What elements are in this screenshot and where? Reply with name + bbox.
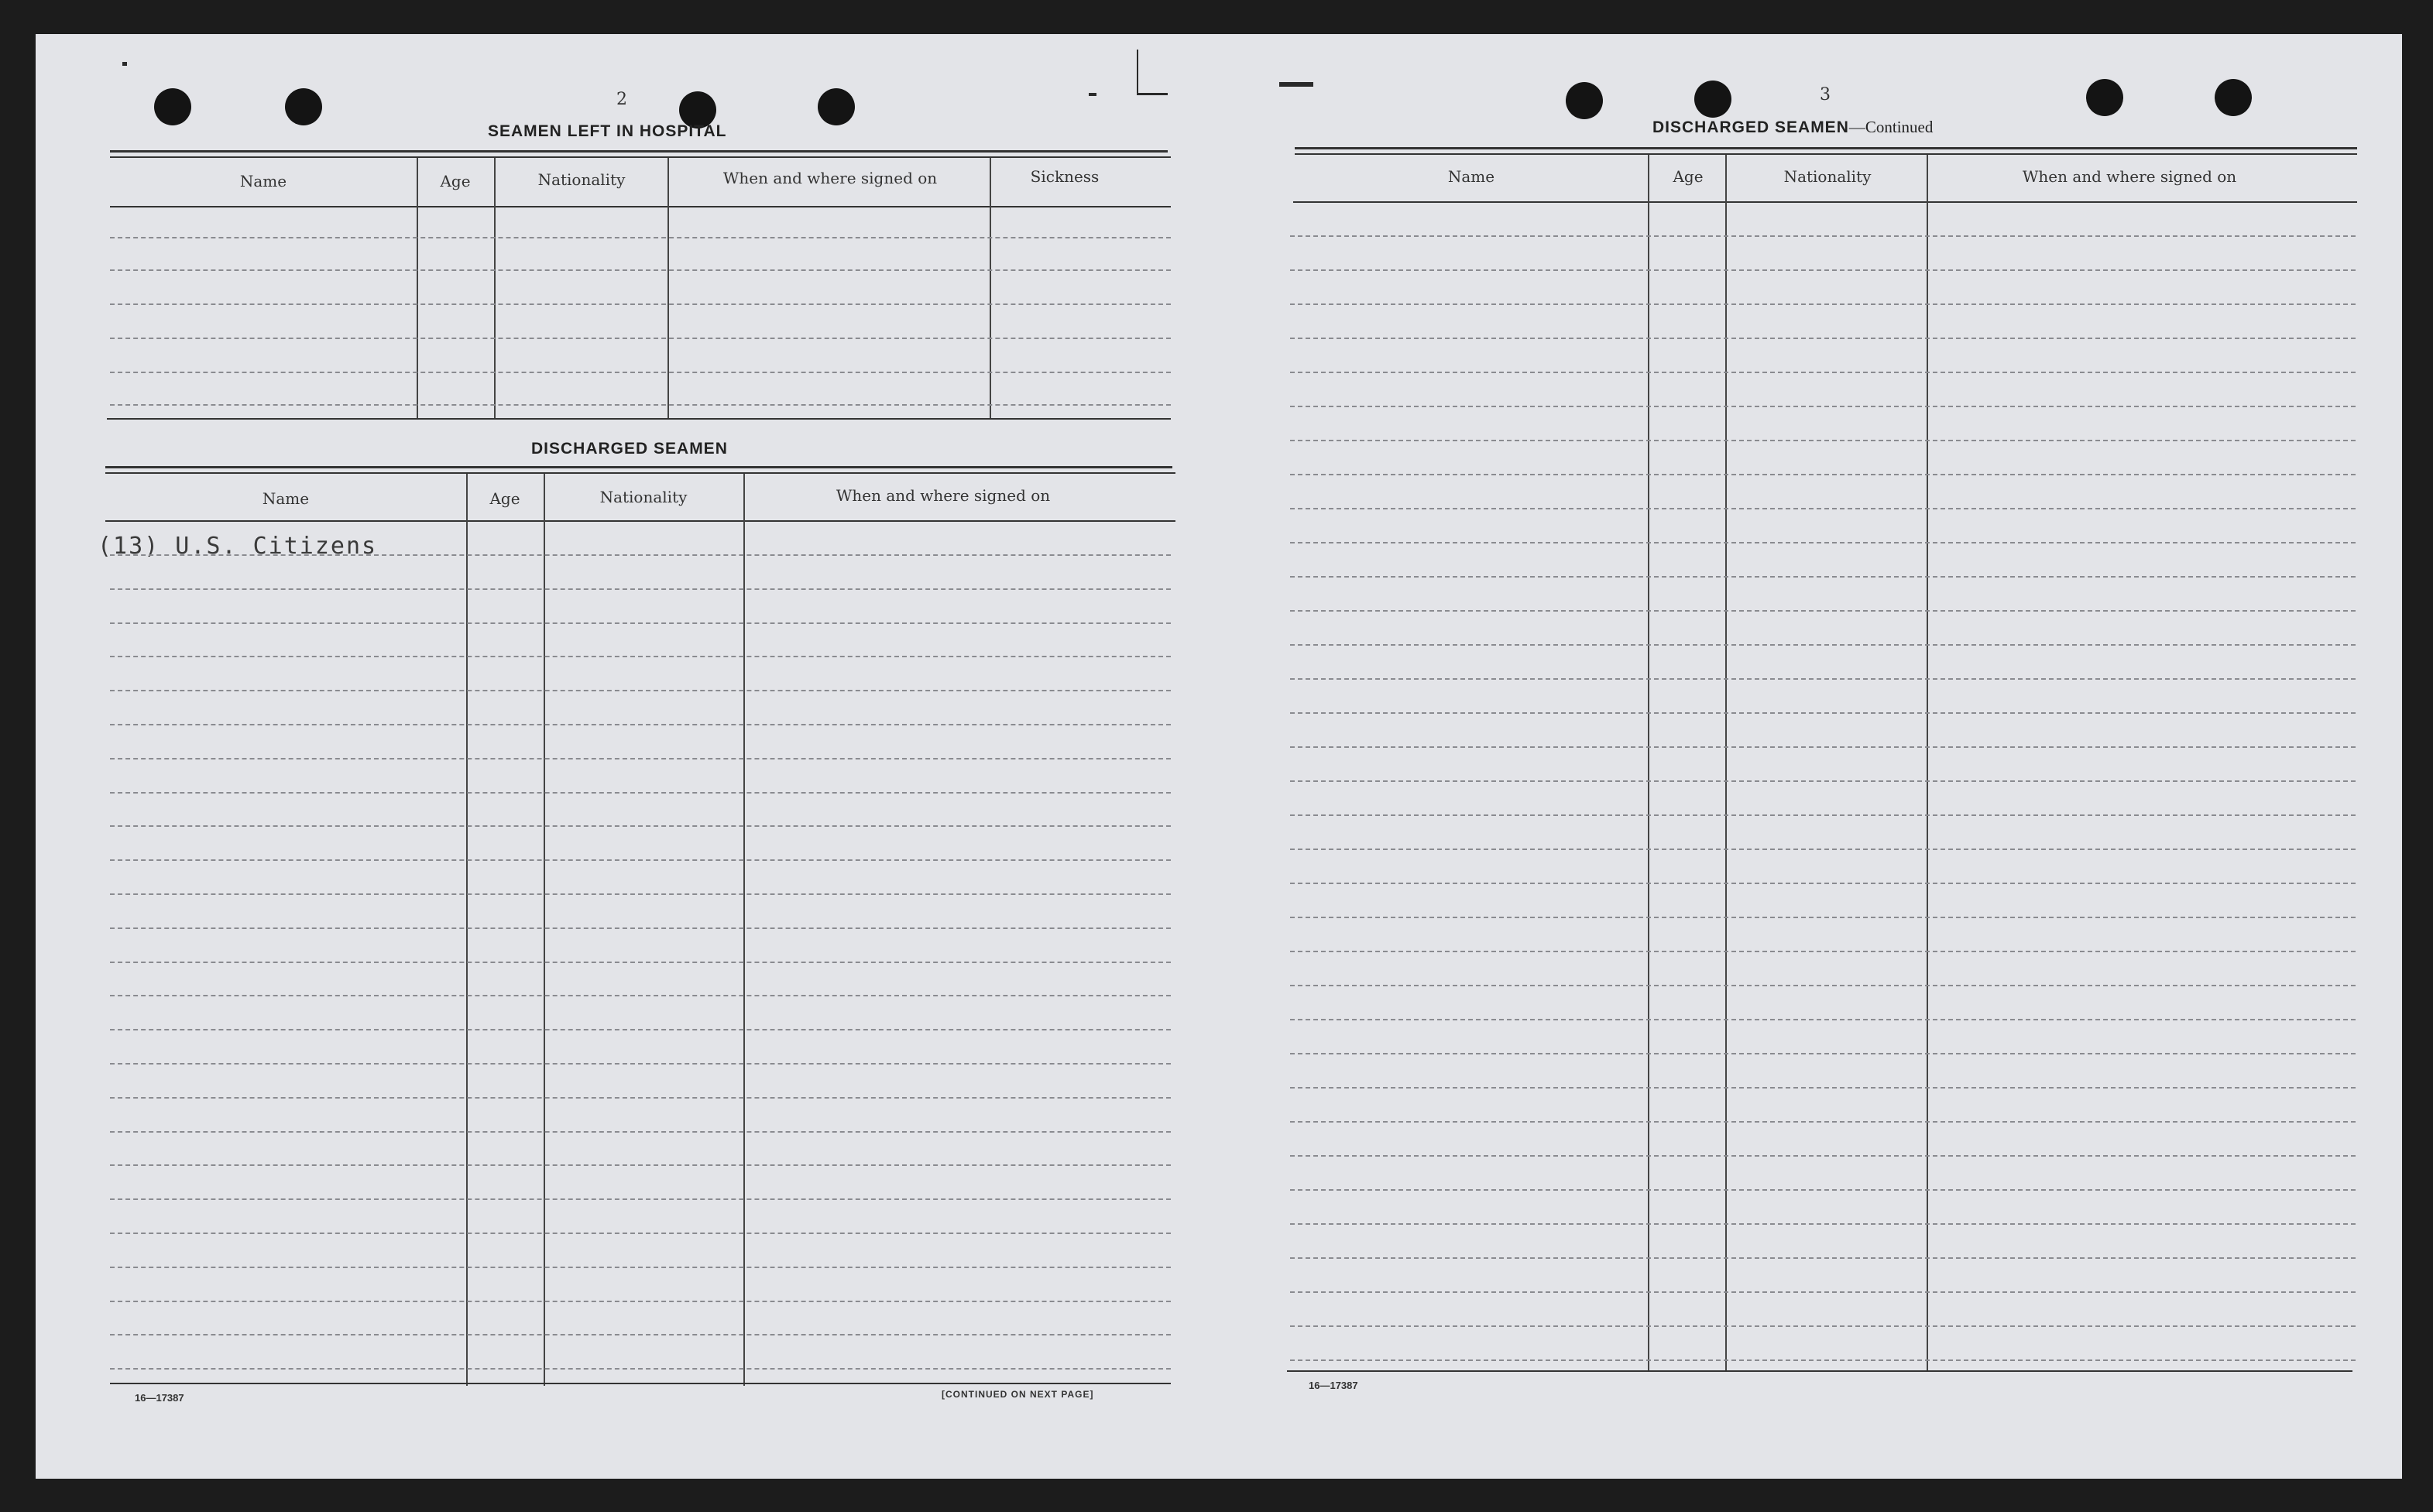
punch-hole xyxy=(1694,81,1731,118)
hospital-row-line xyxy=(110,303,1171,305)
hospital-col-signed-on: When and where signed on xyxy=(722,169,938,187)
punch-hole xyxy=(154,88,191,125)
row-line xyxy=(1290,1019,2356,1020)
row-line xyxy=(1290,644,2356,646)
form-code-right: 16—17387 xyxy=(1309,1380,1358,1391)
hospital-col-nationality: Nationality xyxy=(537,170,626,189)
row-line xyxy=(110,1097,1171,1099)
hospital-divider xyxy=(990,158,991,420)
row-line xyxy=(1290,985,2356,986)
row-line xyxy=(1290,951,2356,952)
form-sheet xyxy=(36,34,2402,1479)
row-line xyxy=(1290,1257,2356,1259)
right-header-rule xyxy=(1293,201,2357,203)
hospital-row-line xyxy=(110,269,1171,271)
row-line xyxy=(110,1334,1171,1335)
right-top-rule xyxy=(1295,147,2357,149)
page-number-left: 2 xyxy=(616,90,627,109)
row-line xyxy=(110,825,1171,827)
row-line xyxy=(1290,542,2356,543)
row-line xyxy=(110,859,1171,861)
row-line xyxy=(1290,269,2356,271)
discharged-divider xyxy=(544,474,545,1386)
row-line xyxy=(1290,372,2356,373)
hospital-col-sickness: Sickness xyxy=(1030,167,1100,186)
right-col-signed-on: When and where signed on xyxy=(2022,167,2237,186)
discharged-col-age: Age xyxy=(489,489,520,508)
ink-speck xyxy=(1137,93,1168,95)
row-line xyxy=(1290,780,2356,782)
row-line xyxy=(1290,1087,2356,1089)
row-line xyxy=(110,995,1171,996)
row-line xyxy=(1290,678,2356,680)
row-line xyxy=(1290,440,2356,441)
discharged-entry: (13) U.S. Citizens xyxy=(98,533,378,560)
row-line xyxy=(110,962,1171,963)
row-line xyxy=(110,554,1171,556)
discharged-continued-title-main: DISCHARGED SEAMEN xyxy=(1652,118,1849,136)
right-bottom-rule xyxy=(1287,1370,2352,1372)
form-code-left: 16—17387 xyxy=(135,1392,184,1404)
row-line xyxy=(1290,303,2356,305)
discharged-continued-title xyxy=(1652,118,1933,137)
ink-speck xyxy=(1279,82,1313,87)
row-line xyxy=(1290,712,2356,714)
row-line xyxy=(110,1368,1171,1370)
punch-hole xyxy=(2215,79,2252,116)
row-line xyxy=(1290,1325,2356,1327)
punch-hole xyxy=(285,88,322,125)
hospital-col-age: Age xyxy=(440,172,471,190)
row-line xyxy=(1290,406,2356,407)
row-line xyxy=(1290,1223,2356,1225)
row-line xyxy=(1290,338,2356,339)
page-number-right: 3 xyxy=(1820,85,1831,105)
discharged-section-title: DISCHARGED SEAMEN xyxy=(531,440,728,458)
hospital-divider xyxy=(494,158,496,420)
row-line xyxy=(1290,235,2356,237)
punch-hole xyxy=(818,88,855,125)
row-line xyxy=(1290,1053,2356,1054)
row-line xyxy=(110,927,1171,929)
row-line xyxy=(1290,610,2356,612)
hospital-col-name: Name xyxy=(239,172,287,190)
continued-suffix: —Continued xyxy=(1848,118,1934,136)
right-top-rule-2 xyxy=(1295,153,2357,155)
row-line xyxy=(110,622,1171,624)
row-line xyxy=(110,1131,1171,1133)
discharged-divider xyxy=(743,474,745,1386)
hospital-row-line xyxy=(110,404,1171,406)
row-line xyxy=(110,893,1171,895)
right-col-nationality: Nationality xyxy=(1783,167,1872,186)
continued-note: [CONTINUED ON NEXT PAGE] xyxy=(942,1389,1094,1400)
row-line xyxy=(110,1301,1171,1302)
row-line xyxy=(110,588,1171,590)
row-line xyxy=(1290,849,2356,850)
row-line xyxy=(110,758,1171,759)
row-line xyxy=(1290,814,2356,816)
discharged-top-rule-2 xyxy=(105,472,1175,474)
row-line xyxy=(110,792,1171,794)
discharged-bottom-rule xyxy=(110,1383,1171,1384)
hospital-divider xyxy=(417,158,418,420)
discharged-divider xyxy=(466,474,468,1386)
discharged-header-rule xyxy=(105,520,1175,522)
row-line xyxy=(1290,474,2356,475)
discharged-col-nationality: Nationality xyxy=(599,488,688,506)
hospital-bottom-rule xyxy=(107,418,1171,420)
hospital-row-line xyxy=(110,372,1171,373)
hospital-divider xyxy=(667,158,669,420)
row-line xyxy=(110,1267,1171,1268)
row-line xyxy=(110,1198,1171,1200)
row-line xyxy=(1290,883,2356,884)
discharged-top-rule xyxy=(105,466,1172,468)
punch-hole xyxy=(1566,82,1603,119)
right-col-name: Name xyxy=(1447,167,1495,186)
ink-speck xyxy=(122,62,127,66)
row-line xyxy=(110,724,1171,725)
ink-speck xyxy=(1137,50,1138,93)
hospital-top-rule xyxy=(110,150,1168,153)
row-line xyxy=(1290,1189,2356,1191)
row-line xyxy=(1290,1121,2356,1123)
row-line xyxy=(1290,508,2356,509)
row-line xyxy=(1290,576,2356,578)
hospital-section-title: SEAMEN LEFT IN HOSPITAL xyxy=(488,122,727,140)
row-line xyxy=(110,1029,1171,1030)
discharged-col-name: Name xyxy=(262,489,310,508)
hospital-row-line xyxy=(110,237,1171,238)
row-line xyxy=(110,1164,1171,1166)
row-line xyxy=(110,1233,1171,1234)
hospital-header-rule xyxy=(110,206,1171,207)
hospital-row-line xyxy=(110,338,1171,339)
row-line xyxy=(110,656,1171,657)
ink-speck xyxy=(1089,93,1096,96)
row-line xyxy=(1290,1359,2356,1361)
right-col-age: Age xyxy=(1673,167,1704,186)
hospital-top-rule-2 xyxy=(110,156,1171,158)
row-line xyxy=(1290,1155,2356,1157)
row-line xyxy=(1290,746,2356,748)
row-line xyxy=(1290,917,2356,918)
punch-hole xyxy=(2086,79,2123,116)
row-line xyxy=(110,1063,1171,1065)
discharged-col-signed-on: When and where signed on xyxy=(836,486,1051,505)
row-line xyxy=(110,690,1171,691)
row-line xyxy=(1290,1291,2356,1293)
